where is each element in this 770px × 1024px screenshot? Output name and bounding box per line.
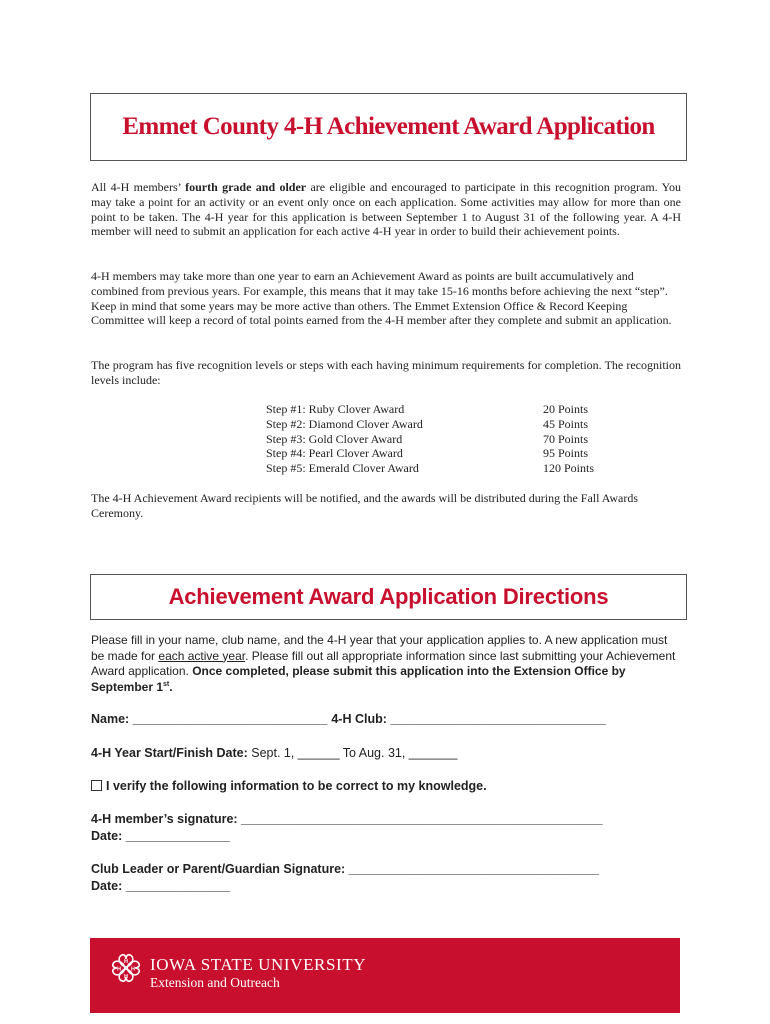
- name-club-field[interactable]: [91, 711, 606, 727]
- footer-banner: [90, 938, 680, 1013]
- page-title: Emmet County 4-H Achievement Award Application: [122, 113, 655, 140]
- name-field[interactable]: Name: ____________________________: [91, 712, 328, 726]
- 4h-clover-icon: [109, 951, 143, 985]
- intro-paragraph-1: [91, 180, 681, 239]
- verify-checkbox[interactable]: [91, 780, 102, 791]
- club-field[interactable]: 4-H Club: _______________________________: [331, 712, 606, 726]
- year-value[interactable]: Sept. 1, ______ To Aug. 31, _______: [251, 746, 458, 760]
- svg-text:H: H: [117, 966, 121, 973]
- verify-row[interactable]: [91, 778, 487, 794]
- verify-label: I verify the following information to be correct to my knowledge.: [106, 779, 487, 793]
- step-points: 70 Points: [543, 431, 589, 446]
- member-signature-field[interactable]: 4-H member’s signature: ____________________________________________________: [91, 812, 603, 826]
- directions-box: [90, 574, 687, 620]
- step-row: [266, 446, 626, 461]
- step-name: Step #5: Emerald Clover Award: [266, 461, 419, 476]
- step-name: Step #2: Diamond Clover Award: [266, 416, 423, 431]
- step-row: [266, 461, 626, 476]
- directions-paragraph: [91, 633, 681, 695]
- directions-text: Please fill in your name, club name, and the 4-H year that your application applies to. A new application must be made for: [91, 633, 668, 663]
- intro-text: All 4-H members’: [91, 180, 181, 194]
- directions-text-cont: . Please fill out all appropriate information since last submitting your Achievement Award application.: [91, 648, 676, 678]
- year-field[interactable]: [91, 745, 457, 761]
- directions-bold-main: Once completed, please submit this application into the Extension Office by September 1: [91, 664, 626, 694]
- directions-bold-end: .: [169, 679, 173, 694]
- svg-text:H: H: [124, 974, 128, 980]
- step-name: Step #3: Gold Clover Award: [266, 431, 403, 446]
- step-points: 95 Points: [543, 446, 589, 461]
- step-points: 45 Points: [543, 416, 589, 431]
- directions-title: Achievement Award Application Directions: [168, 584, 609, 609]
- university-unit: Extension and Outreach: [150, 975, 280, 990]
- title-box: [90, 93, 687, 161]
- intro-bold-text: fourth grade and older: [185, 180, 307, 194]
- intro-text-cont: are eligible and encouraged to participate in this recognition program. You may take a point for an activity or an event only once on each application. Some activities may allow for more than one point to be taken. The 4-H year for this application is between September 1 to August 31 of the following year. A 4-H member will need to submit an application for each active 4-H year in order to build their achievement points.: [91, 180, 682, 239]
- leader-signature-field[interactable]: Club Leader or Parent/Guardian Signature: ____________________________________: [91, 862, 599, 876]
- svg-text:H: H: [131, 966, 135, 973]
- intro-paragraph-3: The program has five recognition levels or steps with each having minimum requirements for completion. The recognition levels include:: [91, 358, 681, 387]
- steps-list: [266, 402, 626, 476]
- step-row: [266, 417, 626, 432]
- year-label: 4-H Year Start/Finish Date:: [91, 746, 248, 760]
- intro-paragraph-4: The 4-H Achievement Award recipients will be notified, and the awards will be distributed during the Fall Awards Ceremony.: [91, 491, 638, 520]
- intro-paragraph-2: 4-H members may take more than one year to earn an Achievement Award as points are built accumulatively and combined from previous years. For example, this means that it may take 15-16 months before achieving the next “step”. Keep in mind that some years may be more active than others. The Emmet Extension Office & Record Keeping Committee will keep a record of total points earned from the 4-H member after they complete and submit an application.: [91, 269, 672, 328]
- step-points: 120 Points: [543, 461, 595, 476]
- step-row: [266, 432, 626, 447]
- step-row: [266, 402, 626, 417]
- member-date-field[interactable]: Date: _______________: [91, 829, 231, 843]
- step-points: 20 Points: [543, 402, 589, 416]
- svg-text:H: H: [124, 959, 128, 965]
- step-name: Step #1: Ruby Clover Award: [266, 402, 405, 416]
- directions-underlined-text: each active year: [158, 648, 246, 663]
- university-name: IOWA STATE UNIVERSITY: [150, 955, 367, 974]
- step-name: Step #4: Pearl Clover Award: [266, 446, 403, 461]
- directions-superscript: st: [163, 680, 170, 688]
- leader-date-field[interactable]: Date: _______________: [91, 879, 231, 893]
